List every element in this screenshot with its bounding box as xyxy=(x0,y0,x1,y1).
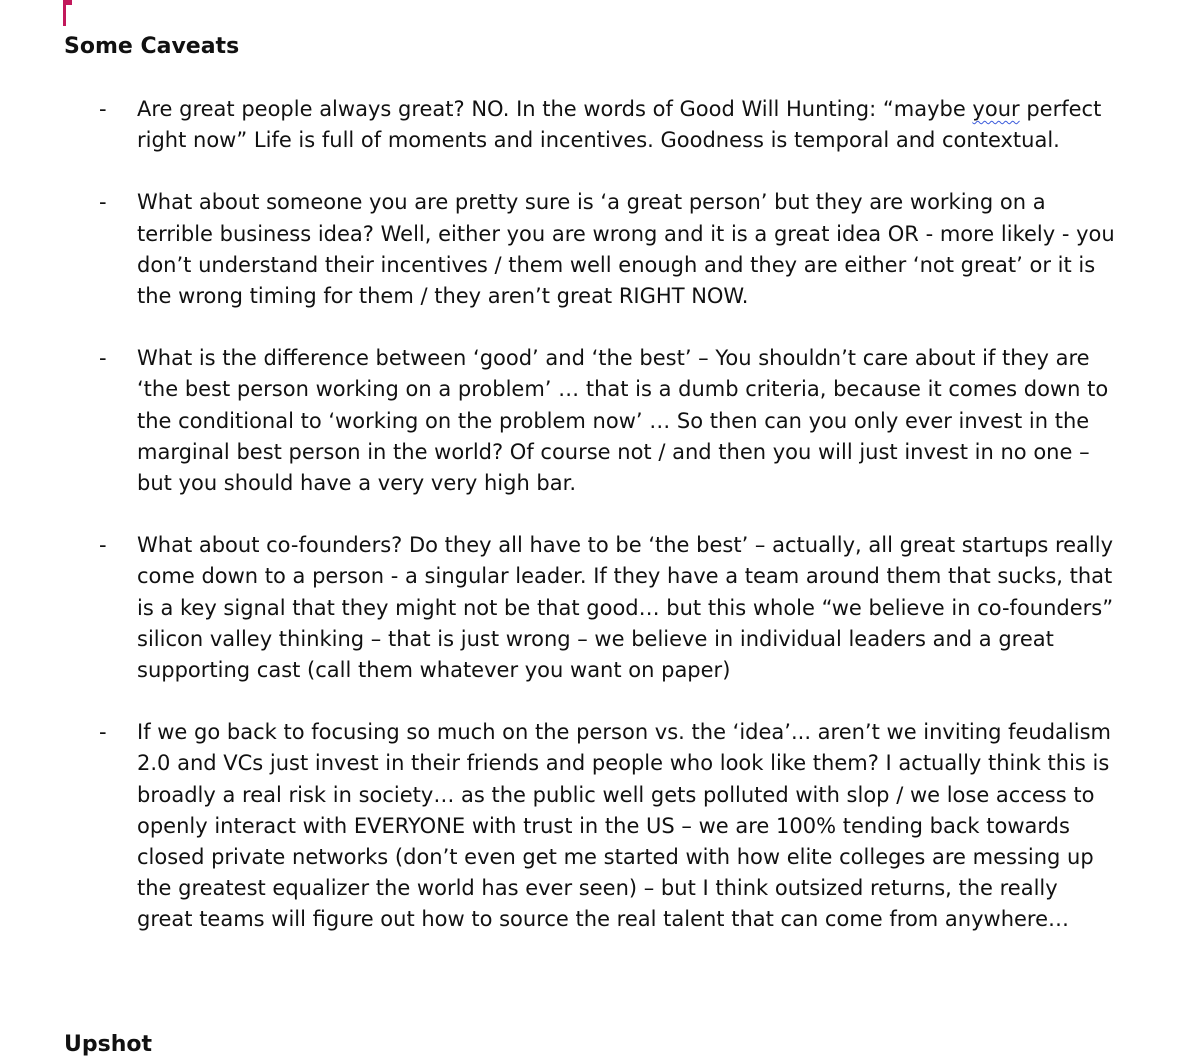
caveat-list xyxy=(0,94,1200,967)
caveat-item xyxy=(0,530,1200,686)
caveat-text[interactable]: What about co-founders? Do they all have to be ‘the best’ – actually, all great startups really come down to a person - a singular leader. If they have a team around them that sucks, that is a key signal that they might not be that good… but this whole “we believe in co-founders” silicon valley thinking – that is just wrong – we believe in individual leaders and a great supporting cast (call them whatever you want on paper) xyxy=(137,533,1114,683)
caveat-text[interactable]: What about someone you are pretty sure is ‘a great person’ but they are working on a terrible business idea? Well, either you are wrong and it is a great idea OR - more likely - you don’t understand their incentives / them well enough and they are either ‘not great’ or it is the wrong timing for them / they aren’t great RIGHT NOW. xyxy=(137,190,1115,309)
caveat-text[interactable]: What is the difference between ‘good’ and ‘the best’ – You shouldn’t care about if they are ‘the best person working on a problem’ … that is a dumb criteria, because it comes down to the conditional to ‘working on the problem now’ … So then can you only ever invest in the marginal best person in the world? Of course not / and then you will just invest in no one – but you should have a very very high bar. xyxy=(137,346,1109,496)
caveat-text-part: perfect right now” Life is full of moments and incentives. Goodness is temporal and contextual. xyxy=(137,97,1102,153)
caveat-item xyxy=(0,343,1200,499)
caveat-item xyxy=(0,94,1200,156)
caveat-item xyxy=(0,717,1200,935)
spellcheck-flagged-word[interactable]: your xyxy=(972,97,1020,121)
list-bullet: - xyxy=(99,720,107,745)
section-title-caveats: Some Caveats xyxy=(64,34,240,59)
text-cursor-marker-cap xyxy=(63,0,72,5)
caveat-text[interactable]: If we go back to focusing so much on the person vs. the ‘idea’... aren’t we inviting feudalism 2.0 and VCs just invest in their friends and people who look like them? I actually think this is broadly a real risk in society… as the public well gets polluted with slop / we lose access to openly interact with EVERYONE with trust in the US – we are 100% tending back towards closed private networks (don’t even get me started with how elite colleges are messing up the greatest equalizer the world has ever seen) – but I think outsized returns, the really great teams will figure out how to source the real talent that can come from anywhere… xyxy=(137,720,1111,932)
caveat-item xyxy=(0,187,1200,312)
caveat-text-part: Are great people always great? NO. In the words of Good Will Hunting: “maybe xyxy=(137,97,973,121)
list-bullet: - xyxy=(99,190,107,215)
section-title-upshot: Upshot xyxy=(64,1032,152,1057)
caveat-text[interactable] xyxy=(137,94,1117,156)
list-bullet: - xyxy=(99,533,107,558)
list-bullet: - xyxy=(99,346,107,371)
list-bullet: - xyxy=(99,97,107,121)
